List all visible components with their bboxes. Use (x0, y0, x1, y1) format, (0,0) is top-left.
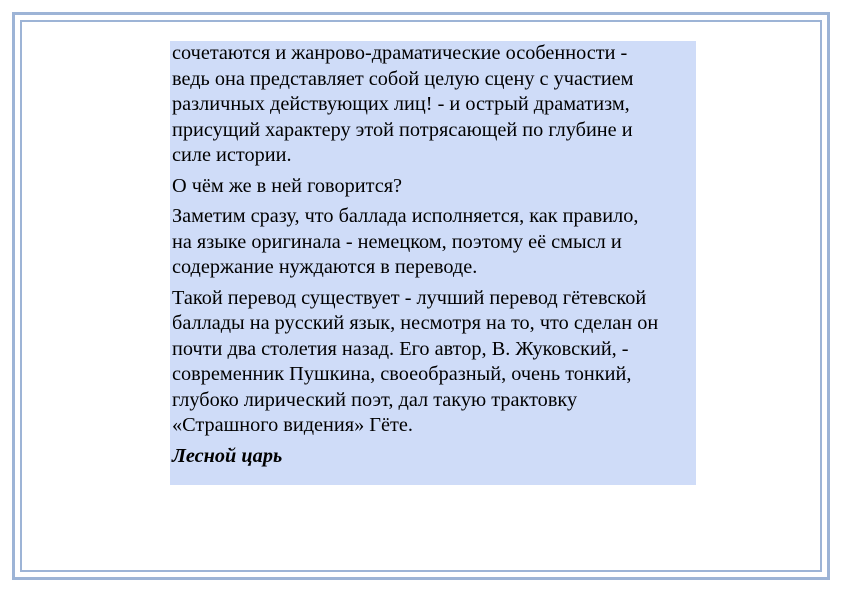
text-line: современник Пушкина, своеобразный, очень тонкий, (172, 363, 632, 385)
text-line: О чём же в ней говорится? (172, 174, 403, 197)
text-line: силе истории. (172, 144, 292, 166)
text-line: ведь она представляет собой целую сцену с участием (172, 67, 634, 90)
text-line: глубоко лирический поэт, дал такую трактовку (172, 388, 578, 411)
text-line: Такой перевод существует - лучший перевод гётевской (172, 286, 647, 309)
text-line: сочетаются и жанрово-драматические особенности - (172, 42, 628, 64)
paragraph-1 (172, 41, 694, 169)
text-line: присущий характеру этой потрясающей по глубине и (172, 118, 633, 141)
text-line: различных действующих лиц! - и острый драматизм, (172, 93, 630, 115)
text-line: «Страшного видения» Гёте. (172, 414, 413, 436)
text-line: Заметим сразу, что баллада исполняется, как правило, (172, 205, 639, 227)
section-heading: Лесной царь (172, 444, 283, 467)
paragraph-2 (172, 174, 694, 200)
paragraph-3 (172, 204, 694, 281)
text-line: баллады на русский язык, несмотря на то, что сделан он (172, 312, 659, 334)
text-line: на языке оригинала - немецком, поэтому её смысл и (172, 230, 622, 253)
text-line: содержание нуждаются в переводе. (172, 256, 478, 278)
text-line: почти два столетия назад. Его автор, В. Жуковский, - (172, 337, 629, 360)
text-block (170, 41, 696, 485)
paragraph-4 (172, 286, 694, 439)
